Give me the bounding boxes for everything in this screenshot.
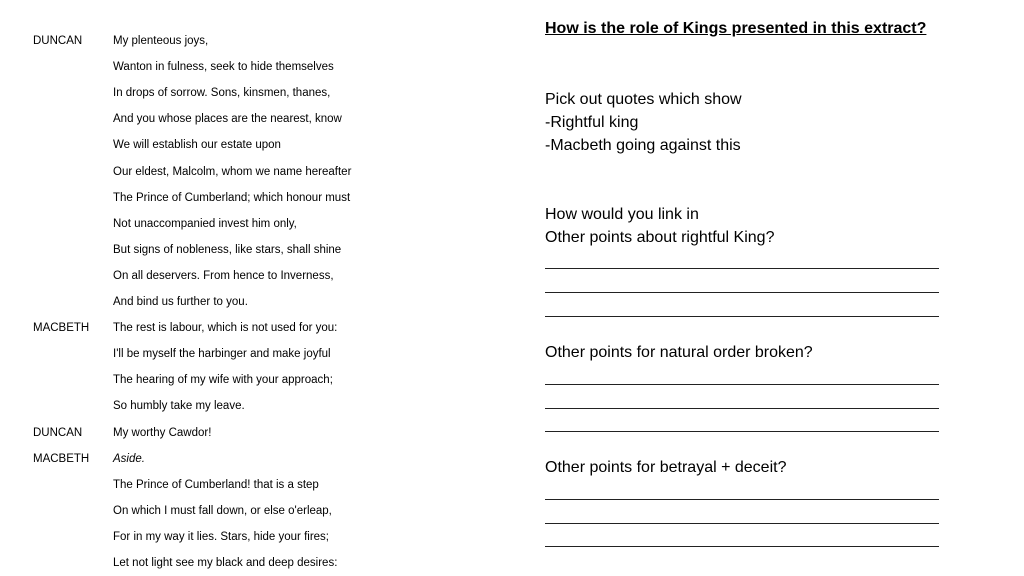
prompt-link-in: How would you link in xyxy=(545,206,699,223)
answer-line xyxy=(545,546,939,547)
answer-line xyxy=(545,384,939,385)
answer-line xyxy=(545,408,939,409)
speaker-name: DUNCAN xyxy=(33,427,83,439)
answer-line xyxy=(545,292,939,293)
verse-text: The rest is labour, which is not used for you: xyxy=(113,322,338,334)
worksheet-heading: How is the role of Kings presented in this extract? xyxy=(545,20,927,37)
speaker-name: MACBETH xyxy=(33,453,90,465)
worksheet-questions xyxy=(545,0,945,576)
verse-text: My plenteous joys, xyxy=(113,35,209,47)
verse-text: The hearing of my wife with your approach; xyxy=(113,374,333,386)
verse-text: On all deservers. From hence to Inverness, xyxy=(113,270,334,282)
prompt-natural-order: Other points for natural order broken? xyxy=(545,344,813,361)
prompt-other-rightful-king: Other points about rightful King? xyxy=(545,229,775,246)
prompt-pick-out: Pick out quotes which show xyxy=(545,91,742,108)
verse-text: On which I must fall down, or else o'erleap, xyxy=(113,505,332,517)
verse-text: We will establish our estate upon xyxy=(113,139,281,151)
verse-text: Our eldest, Malcolm, whom we name hereafter xyxy=(113,166,352,178)
prompt-rightful-king: -Rightful king xyxy=(545,114,639,131)
verse-text: The Prince of Cumberland! that is a step xyxy=(113,479,319,491)
answer-line xyxy=(545,268,939,269)
verse-text: And you whose places are the nearest, know xyxy=(113,113,342,125)
speaker-name: DUNCAN xyxy=(33,35,83,47)
verse-text: In drops of sorrow. Sons, kinsmen, thanes, xyxy=(113,87,331,99)
speaker-name: MACBETH xyxy=(33,322,90,334)
answer-line xyxy=(545,431,939,432)
stage-direction: Aside. xyxy=(113,453,145,465)
verse-text: Wanton in fulness, seek to hide themselves xyxy=(113,61,334,73)
verse-text: Let not light see my black and deep desires: xyxy=(113,557,338,569)
verse-text: I'll be myself the harbinger and make joyful xyxy=(113,348,331,360)
verse-text: But signs of nobleness, like stars, shall shine xyxy=(113,244,342,256)
verse-text: For in my way it lies. Stars, hide your fires; xyxy=(113,531,330,543)
verse-text: The Prince of Cumberland; which honour must xyxy=(113,192,351,204)
answer-line xyxy=(545,523,939,524)
prompt-betrayal-deceit: Other points for betrayal + deceit? xyxy=(545,459,787,476)
verse-text: So humbly take my leave. xyxy=(113,400,245,412)
verse-text: Not unaccompanied invest him only, xyxy=(113,218,297,230)
answer-line xyxy=(545,499,939,500)
prompt-macbeth-against: -Macbeth going against this xyxy=(545,137,741,154)
verse-text: My worthy Cawdor! xyxy=(113,427,212,439)
answer-line xyxy=(545,316,939,317)
verse-text: And bind us further to you. xyxy=(113,296,248,308)
